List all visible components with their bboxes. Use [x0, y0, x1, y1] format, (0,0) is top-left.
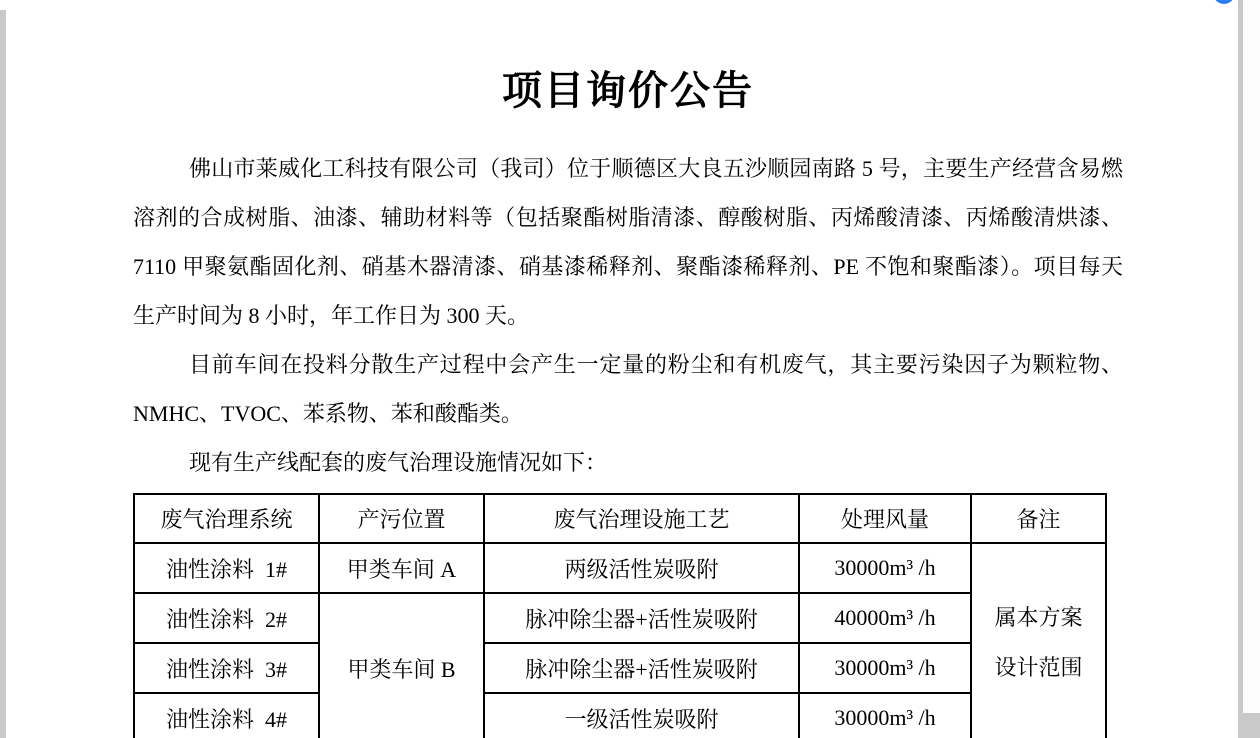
- cell-process: 一级活性炭吸附: [484, 693, 799, 738]
- col-header-process: 废气治理设施工艺: [484, 494, 799, 543]
- document-page: [133, 0, 1123, 738]
- table-header-row: [134, 494, 1106, 543]
- cell-airflow: 30000m³ /h: [799, 543, 971, 593]
- col-header-location: 产污位置: [319, 494, 484, 543]
- cell-system: 油性涂料 2#: [134, 593, 319, 643]
- page-edge-line-right: [1238, 0, 1243, 738]
- table-row: [134, 593, 1106, 643]
- floating-blue-icon[interactable]: [1213, 0, 1235, 4]
- cell-system: 油性涂料 4#: [134, 693, 319, 738]
- paragraph-table-lead-in: 现有生产线配套的废气治理设施情况如下：: [189, 450, 608, 475]
- cell-system: 油性涂料 3#: [134, 643, 319, 693]
- cell-system: 油性涂料 1#: [134, 543, 319, 593]
- table-row: [134, 643, 1106, 693]
- cell-airflow: 30000m³ /h: [799, 693, 971, 738]
- scrollbar-track[interactable]: [1243, 0, 1260, 713]
- paragraph-pollutants: 目前车间在投料分散生产过程中会产生一定量的粉尘和有机废气，其主要污染因子为颗粒物、NMHC、TVOC、苯系物、苯和酸酯类。: [133, 352, 1123, 426]
- waste-gas-treatment-table: [133, 493, 1107, 738]
- paragraph-company-intro: 佛山市莱威化工科技有限公司（我司）位于顺德区大良五沙顺园南路 5 号，主要生产经营含易燃溶剂的合成树脂、油漆、辅助材料等（包括聚酯树脂清漆、醇酸树脂、丙烯酸清漆、丙烯酸清烘漆、7110 甲聚氨酯固化剂、硝基木器清漆、硝基漆稀释剂、聚酯漆稀释剂、PE 不饱和聚酯漆）。项目每天生产时间为 8 小时，年工作日为 300 天。: [133, 156, 1123, 328]
- cell-location-merged: 甲类车间 B: [319, 593, 484, 738]
- col-header-airflow: 处理风量: [799, 494, 971, 543]
- cell-process: 脉冲除尘器+活性炭吸附: [484, 643, 799, 693]
- app-background-edge-left: [0, 10, 6, 738]
- cell-airflow: 30000m³ /h: [799, 643, 971, 693]
- cell-remark-merged: [971, 543, 1106, 738]
- page-title: 项目询价公告: [502, 68, 754, 113]
- table-row: [134, 543, 1106, 593]
- cell-airflow: 40000m³ /h: [799, 593, 971, 643]
- cell-process: 两级活性炭吸附: [484, 543, 799, 593]
- remark-line-1: 属本方案: [994, 605, 1083, 630]
- col-header-remark: 备注: [971, 494, 1106, 543]
- col-header-system: 废气治理系统: [134, 494, 319, 543]
- cell-process: 脉冲除尘器+活性炭吸附: [484, 593, 799, 643]
- table-row: [134, 693, 1106, 738]
- remark-line-2: 设计范围: [994, 655, 1083, 680]
- cell-location: 甲类车间 A: [319, 543, 484, 593]
- scrollbar-corner: [1238, 713, 1260, 738]
